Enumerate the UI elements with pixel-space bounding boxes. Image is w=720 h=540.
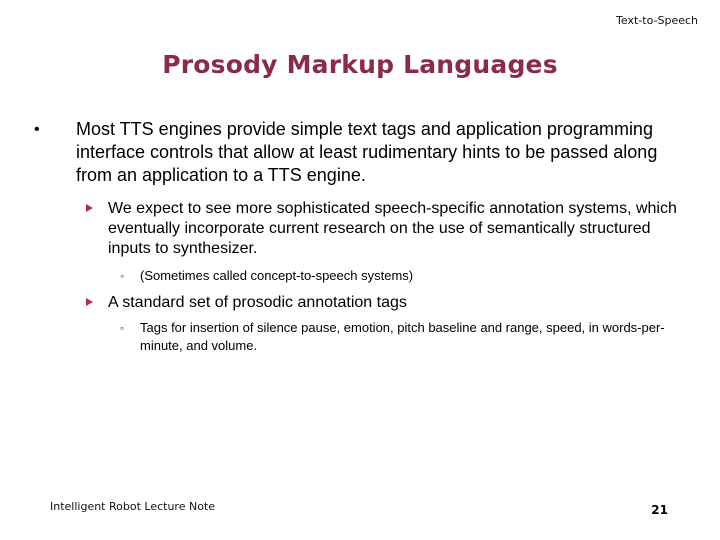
ring-bullet-icon: ◦: [120, 269, 125, 283]
bullet-text: (Sometimes called concept-to-speech systems): [140, 268, 414, 283]
bullet-dot-icon: •: [34, 121, 40, 138]
bullet-level1: [34, 118, 694, 187]
bullet-level3: [34, 267, 694, 285]
ring-bullet-icon: ◦: [120, 321, 125, 335]
footer-label: Intelligent Robot Lecture Note: [50, 500, 216, 513]
bullet-level2: [34, 199, 694, 259]
bullet-text: We expect to see more sophisticated speech-specific annotation systems, which eventually incorporate current research on the use of semantically structured inputs to synthesizer.: [108, 200, 677, 257]
bullet-text: Most TTS engines provide simple text tags and application programming interface controls that allow at least rudimentary hints to be passed along from an application to a TTS engine.: [76, 119, 658, 185]
header-label: Text-to-Speech: [616, 14, 698, 27]
arrow-bullet-icon: [86, 298, 93, 306]
arrow-bullet-icon: [86, 204, 93, 212]
slide-title: Prosody Markup Languages: [162, 50, 558, 79]
bullet-text: Tags for insertion of silence pause, emotion, pitch baseline and range, speed, in words-per-minute, and volume.: [140, 320, 665, 353]
page-number: 21: [651, 503, 668, 517]
bullet-text: A standard set of prosodic annotation tags: [108, 294, 407, 311]
slide-content: [34, 118, 694, 355]
bullet-level2: [34, 293, 694, 313]
bullet-level3: [34, 319, 694, 355]
